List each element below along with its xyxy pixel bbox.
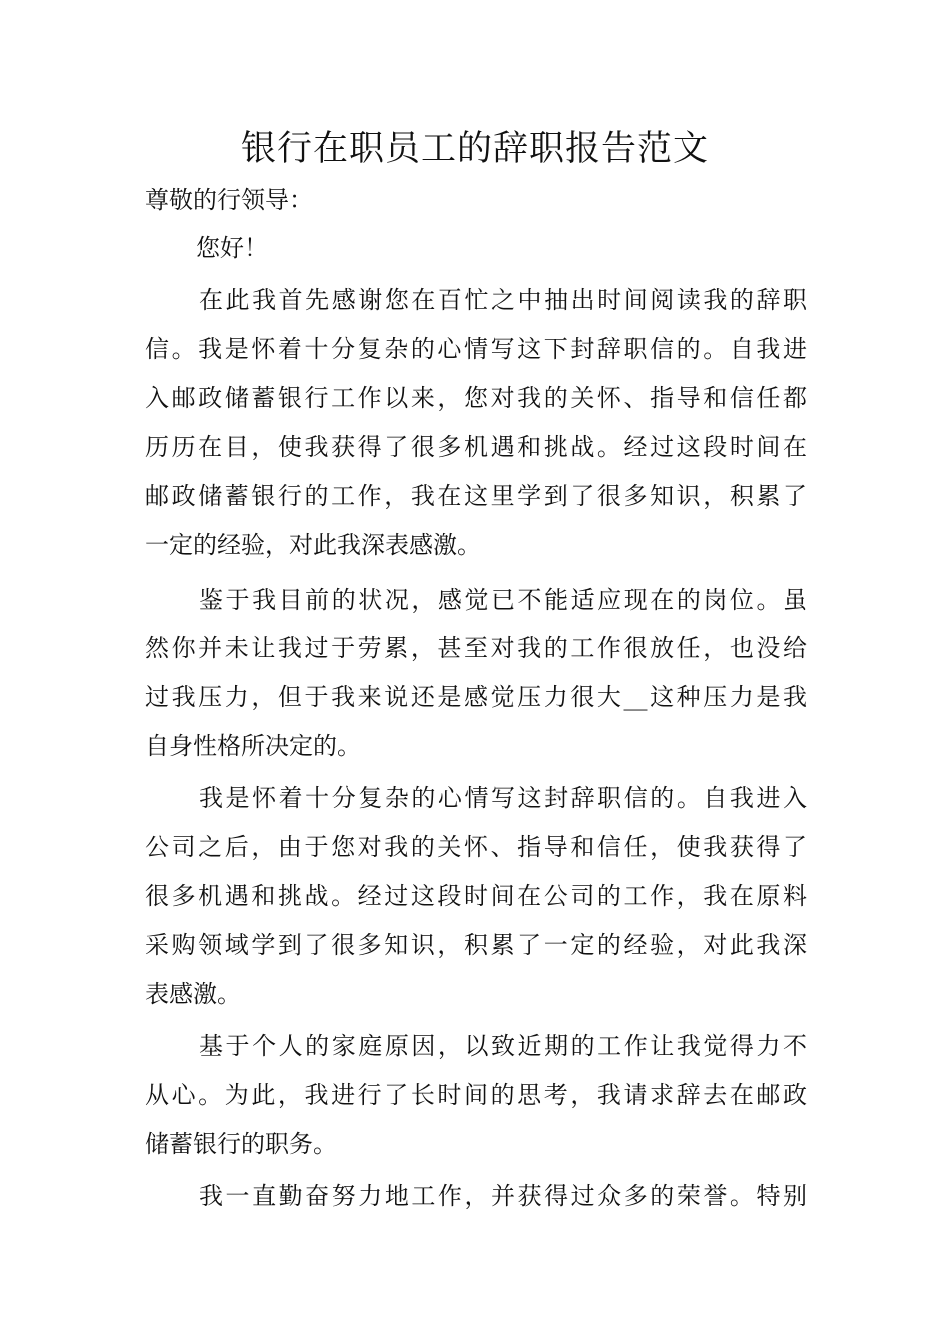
paragraph-1-line-5: 邮政储蓄银行的工作，我在这里学到了很多知识，积累了 — [145, 482, 807, 510]
paragraph-3-line-3: 很多机遇和挑战。经过这段时间在公司的工作，我在原料 — [145, 882, 807, 910]
salutation: 尊敬的行领导： — [145, 186, 313, 214]
paragraph-2-line-1: 鉴于我目前的状况，感觉已不能适应现在的岗位。虽 — [199, 586, 807, 614]
paragraph-1-line-4: 历历在目，使我获得了很多机遇和挑战。经过这段时间在 — [145, 433, 807, 461]
paragraph-5-line-1: 我一直勤奋努力地工作，并获得过众多的荣誉。特别 — [199, 1182, 807, 1210]
paragraph-4-line-1: 基于个人的家庭原因，以致近期的工作让我觉得力不 — [199, 1032, 807, 1060]
paragraph-3-line-1: 我是怀着十分复杂的心情写这封辞职信的。自我进入 — [199, 784, 807, 812]
paragraph-3-line-5: 表感激。 — [145, 980, 241, 1008]
document-title: 银行在职员工的辞职报告范文 — [240, 129, 709, 169]
paragraph-4-line-2: 从心。为此，我进行了长时间的思考，我请求辞去在邮政 — [145, 1081, 807, 1109]
paragraph-4-line-3: 储蓄银行的职务。 — [145, 1130, 337, 1158]
paragraph-1-line-1: 在此我首先感谢您在百忙之中抽出时间阅读我的辞职 — [199, 286, 807, 314]
paragraph-1-line-6: 一定的经验，对此我深表感激。 — [145, 531, 481, 559]
greeting: 您好！ — [196, 234, 268, 262]
paragraph-1-line-2: 信。我是怀着十分复杂的心情写这下封辞职信的。自我进 — [145, 335, 807, 363]
paragraph-2-line-3: 过我压力，但于我来说还是感觉压力很大__这种压力是我 — [145, 683, 807, 711]
paragraph-3-line-2: 公司之后，由于您对我的关怀、指导和信任，使我获得了 — [145, 833, 807, 861]
paragraph-2-line-2: 然你并未让我过于劳累，甚至对我的工作很放任，也没给 — [145, 634, 807, 662]
paragraph-1-line-3: 入邮政储蓄银行工作以来，您对我的关怀、指导和信任都 — [145, 384, 807, 412]
paragraph-3-line-4: 采购领域学到了很多知识，积累了一定的经验，对此我深 — [145, 931, 807, 959]
paragraph-2-line-4: 自身性格所决定的。 — [145, 732, 361, 760]
